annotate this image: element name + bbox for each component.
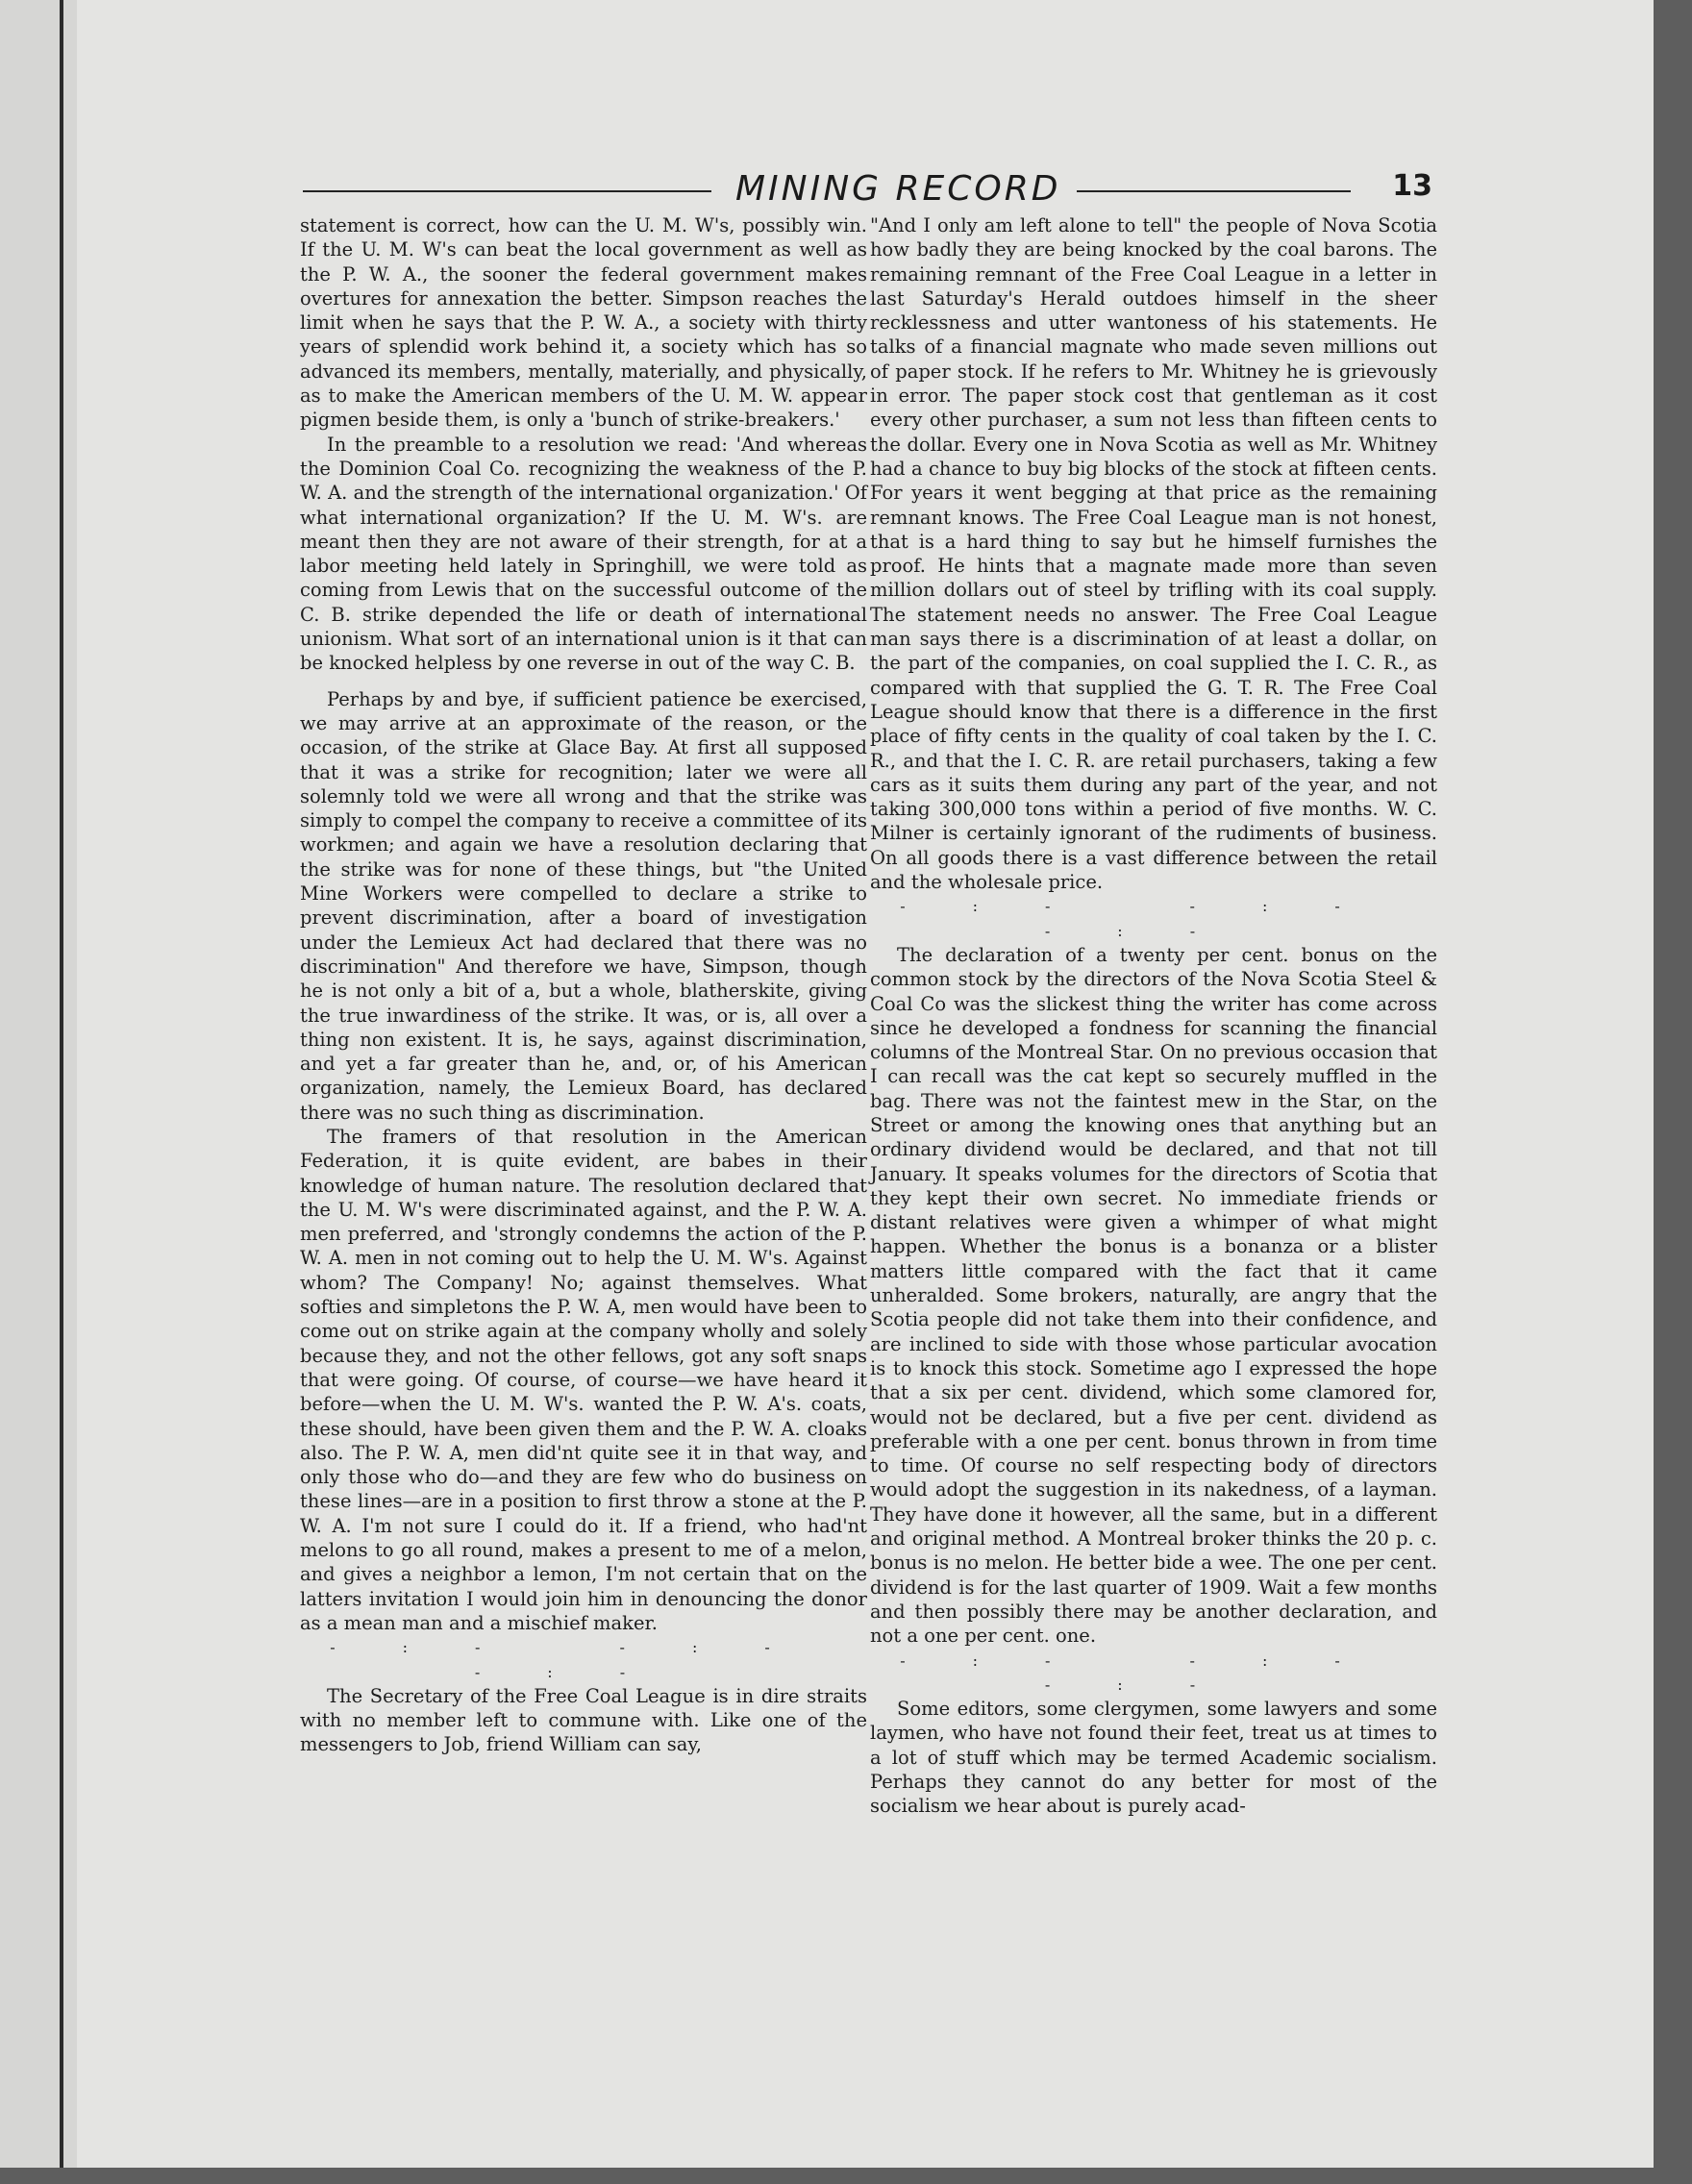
section-separator: -:- -:- -:- [900,897,1407,940]
left-column [300,213,867,1757]
page-number: 13 [1392,169,1432,203]
page-header [303,171,1452,210]
page-edge-line [60,0,63,2168]
paragraph: In the preamble to a resolution we read: 'And whereas the Dominion Coal Co. recognizing the weakness of the P. W. A. and the strength of the international organization.' Of what international organization? If the U. M. W's. are meant then they are not aware of their strength, for at a labor meeting held lately in Springhill, we were told as coming from Lewis that on the successful outcome of the C. B. strike depended the life or death of international unionism. What sort of an international union is it that can be knocked helpless by one reverse in out of the way C. B. [300,433,867,675]
binding-margin [0,0,77,2168]
right-column [870,213,1437,1819]
paragraph: statement is correct, how can the U. M. W's, possibly win. If the U. M. W's can beat the local government as well as the P. W. A., the sooner the federal government makes overtures for annexation the better. Simpson reaches the limit when he says that the P. W. A., a society with thirty years of splendid work behind it, a society which has so advanced its members, mentally, materially, and physically, as to make the American members of the U. M. W. appear pigmen beside them, is only a 'bunch of strike-breakers.' [300,214,867,432]
paragraph: The framers of that resolution in the American Federation, it is quite evident, are babes in their knowledge of human nature. The resolution declared that the U. M. W's were discriminated against, and the P. W. A. men preferred, and 'strongly condemns the action of the P. W. A. men in not coming out to help the U. M. W's. Against whom? The Company! No; against themselves. What softies and simpletons the P. W. A, men would have been to come out on strike again at the company wholly and solely because they, and not the other fellows, got any soft snaps that were going. Of course, of course—we have heard it before—when the U. M. W's. wanted the P. W. A's. coats, these should, have been given them and the P. W. A. cloaks also. The P. W. A, men did'nt quite see it in that way, and only those who do—and they are few who do business on these lines—are in a position to first throw a stone at the P. W. A. I'm not sure I could do it. If a friend, who had'nt melons to go all round, makes a present to me of a melon, and gives a neighbor a lemon, I'm not certain that on the latters invitation I would join him in denouncing the donor as a mean man and a mischief maker. [300,1125,867,1634]
paragraph: Perhaps by and bye, if sufficient patience be exercised, we may arrive at an approximate of the reason, or the occasion, of the strike at Glace Bay. At first all supposed that it was a strike for recognition; later we were all solemnly told we were all wrong and that the strike was simply to compel the company to receive a committee of its workmen; and again we have a resolution declaring that the strike was for none of these things, but "the United Mine Workers were compelled to declare a strike to prevent discrimination, after a board of investigation under the Lemieux Act had declared that there was no discrimination" And therefore we have, Simpson, though he is not only a bit of a, but a whole, blatherskite, giving the true inwardiness of the strike. It was, or is, all over a thing non existent. It is, he says, against discrimination, and yet a far greater than he, and, or, of his American organization, namely, the Lemieux Board, has declared there was no such thing as discrimination. [300,687,867,1124]
paragraph: The declaration of a twenty per cent. bonus on the common stock by the directors of the Nova Scotia Steel & Coal Co was the slickest thing the writer has come across since he developed a fondness for scanning the financial columns of the Montreal Star. On no previous occasion that I can recall was the cat kept so securely muffled in the bag. There was not the faintest mew in the Star, on the Street or among the knowing ones that anything but an ordinary dividend would be declared, and that not till January. It speaks volumes for the directors of Scotia that they kept their own secret. No immediate friends or distant relatives were given a whimper of what might happen. Whether the bonus is a bonanza or a blister matters little compared with the fact that it came unheralded. Some brokers, naturally, are angry that the Scotia people did not take them into their confidence, and are inclined to side with those whose particular avocation is to knock this stock. Sometime ago I expressed the hope that a six per cent. dividend, which some clamored for, would not be declared, but a five per cent. dividend as preferable with a one per cent. bonus thrown in from time to time. Of course no self respecting body of directors would adopt the suggestion in its nakedness, of a layman. They have done it however, all the same, but in a different and original method. A Montreal broker thinks the 20 p. c. bonus is no melon. He better bide a wee. The one per cent. dividend is for the last quarter of 1909. Wait a few months and then possibly there may be another declaration, and not a one per cent. one. [870,943,1437,1648]
publication-title: MINING RECORD [735,169,1061,209]
paragraph: "And I only am left alone to tell" the people of Nova Scotia how badly they are being knocked by the coal barons. The remaining remnant of the Free Coal League in a letter in last Saturday's Herald outdoes himself in the sheer recklessness and utter wantoness of his statements. He talks of a financial magnate who made seven millions out of paper stock. If he refers to Mr. Whitney he is grievously in error. The paper stock cost that gentleman as it cost every other purchaser, a sum not less than fifteen cents to the dollar. Every one in Nova Scotia as well as Mr. Whitney had a chance to buy big blocks of the stock at fifteen cents. For years it went begging at that price as the remaining remnant knows. The Free Coal League man is not honest, that is a hard thing to say but he himself furnishes the proof. He hints that a magnate made more than seven million dollars out of steel by trifling with its coal supply. The statement needs no answer. The Free Coal League man says there is a discrimination of at least a dollar, on the part of the companies, on coal supplied the I. C. R., as compared with that supplied the G. T. R. The Free Coal League should know that there is a difference in the first place of fifty cents in the quality of coal taken by the I. C. R., and that the I. C. R. are retail purchasers, taking a few cars as it suits them during any part of the year, and not taking 300,000 tons within a period of five months. W. C. Milner is certainly ignorant of the rudiments of business. On all goods there is a vast difference between the retail and the wholesale price. [870,214,1437,894]
paragraph: The Secretary of the Free Coal League is in dire straits with no member left to commune with. Like one of the messengers to Job, friend William can say, [300,1684,867,1756]
header-rule-right [1077,190,1351,192]
section-separator: -:- -:- -:- [330,1638,837,1681]
paragraph: Some editors, some clergymen, some lawyers and some laymen, who have not found their feet, treat us at times to a lot of stuff which may be termed Academic socialism. Perhaps they cannot do any better for most of the socialism we hear about is purely acad- [870,1698,1437,1818]
section-separator: -:- -:- -:- [900,1650,1407,1694]
header-rule-left [303,190,711,192]
